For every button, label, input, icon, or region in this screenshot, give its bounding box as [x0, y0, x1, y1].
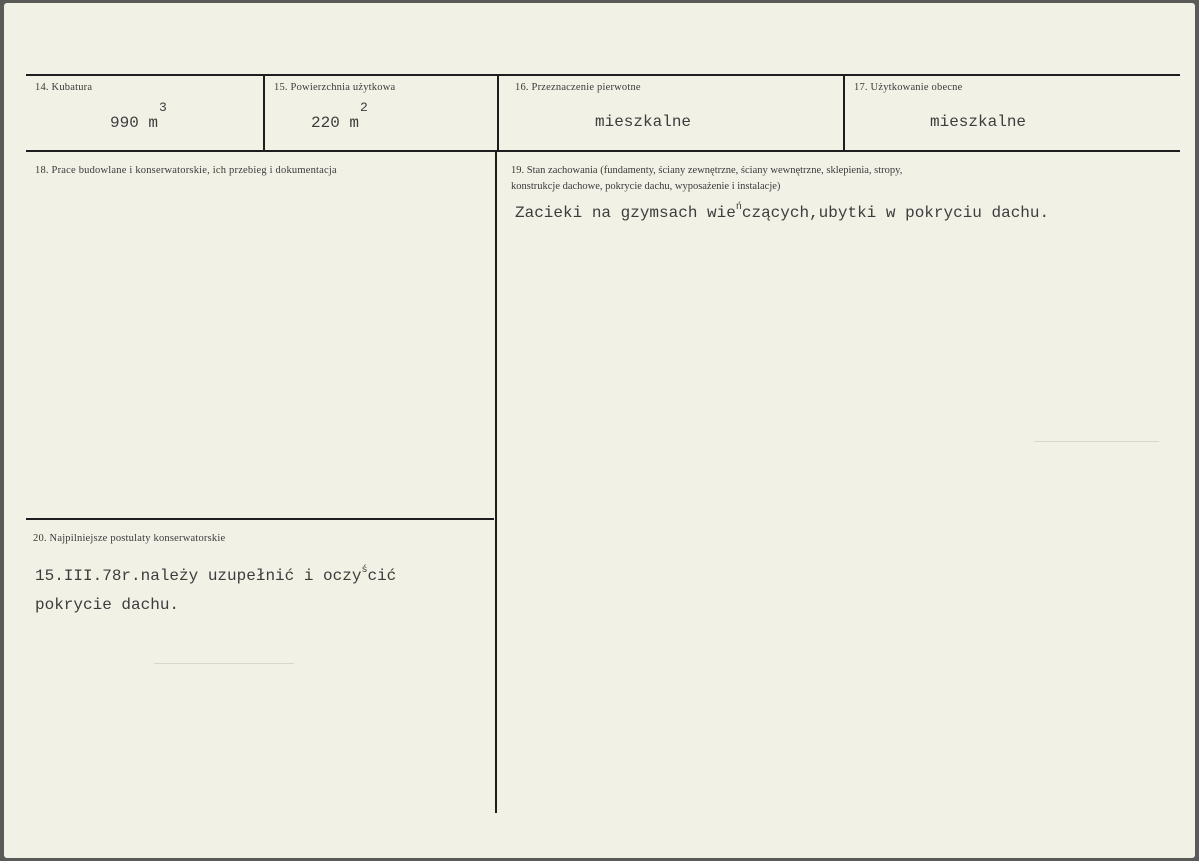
section-20-top-rule — [26, 518, 494, 520]
field-20-value-line-1 — [35, 565, 396, 585]
main-column-divider — [495, 151, 497, 813]
field-17-value: mieszkalne — [930, 113, 1027, 131]
field-15-unit-exponent: 2 — [360, 100, 368, 115]
field-16-value: mieszkalne — [595, 113, 692, 131]
field-20-line-1-insert: ś — [361, 565, 368, 576]
field-20-value-line-2: pokrycie dachu. — [35, 596, 180, 614]
field-14-label: 14. Kubatura — [35, 82, 93, 93]
divider-14-15 — [263, 75, 265, 150]
field-14-unit-exponent: 3 — [159, 100, 167, 115]
inventory-card — [4, 3, 1195, 858]
field-19-value-part-2: czących,ubytki w pokryciu dachu. — [741, 204, 1050, 222]
field-20-line-1-part-1: 15.III.78r.należy uzupełnić i oczy — [35, 567, 362, 585]
field-19-label-line-2: konstrukcje dachowe, pokrycie dachu, wyposażenie i instalacje) — [511, 181, 781, 192]
field-18-label: 18. Prace budowlane i konserwatorskie, ich przebieg i dokumentacja — [35, 165, 337, 176]
field-15-label: 15. Powierzchnia użytkowa — [274, 82, 396, 93]
top-rule — [26, 74, 1180, 76]
field-19-value-part-1: Zacieki na gzymsach wie — [515, 204, 736, 222]
field-20-line-1-part-2: cić — [367, 567, 397, 585]
divider-16-17 — [843, 75, 845, 150]
scan-trace — [1034, 441, 1159, 442]
field-15-value: 220 m — [311, 114, 360, 132]
field-19-value-insert: ń — [735, 202, 742, 213]
field-17-label: 17. Użytkowanie obecne — [854, 82, 963, 93]
divider-15-16 — [497, 75, 499, 150]
field-19-value — [515, 202, 1049, 222]
scan-trace — [154, 663, 294, 664]
field-19-label — [511, 163, 1081, 195]
field-14-value: 990 m — [110, 114, 159, 132]
field-19-label-line-1: 19. Stan zachowania (fundamenty, ściany zewnętrzne, ściany wewnętrzne, sklepienia, stropy, — [511, 165, 903, 176]
field-16-label: 16. Przeznaczenie pierwotne — [515, 82, 641, 93]
field-20-label: 20. Najpilniejsze postulaty konserwatorskie — [33, 533, 226, 544]
header-row-bottom-rule — [26, 150, 1180, 152]
